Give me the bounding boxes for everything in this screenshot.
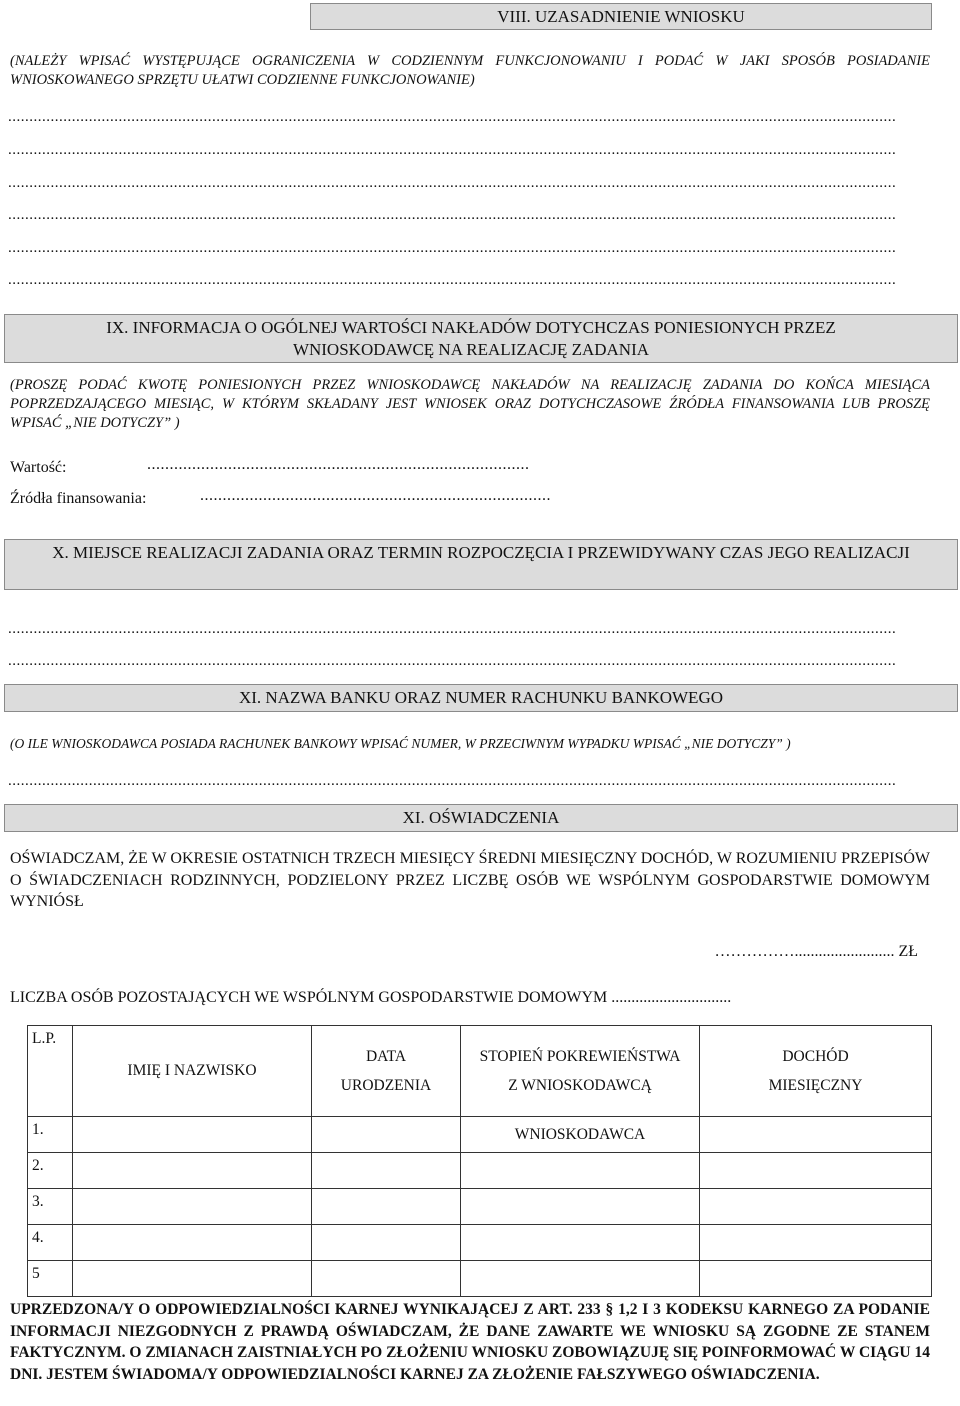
section-11-title: XI. NAZWA BANKU ORAZ NUMER RACHUNKU BANKOWEGO (238, 688, 723, 707)
location-line-1[interactable]: ................................................................................................................................................................................................................. (8, 622, 897, 636)
location-line-2[interactable]: ................................................................................................................................................................................................................. (8, 654, 897, 668)
household-count-row (10, 987, 731, 1008)
row-birth-cell[interactable] (312, 1153, 461, 1189)
row-income-cell[interactable] (700, 1153, 932, 1189)
table-row (28, 1117, 932, 1153)
section-9-instruction: (PROSZĘ PODAĆ KWOTĘ PONIESIONYCH PRZEZ WNIOSKODAWCĘ NAKŁADÓW NA REALIZACJĘ ZADANIA DO KOŃCA MIESIĄCA POPRZEDZAJĄCEGO MIESIĄC, W KTÓRYM SKŁADANY JEST WNIOSEK ORAZ DOTYCHCZASOWE ŹRÓDŁA FINANSOWANIA LUB PROSZĘ WPISAĆ „NIE DOTYCZY” ) (10, 377, 930, 431)
section-8-instruction: (NALEŻY WPISAĆ WYSTĘPUJĄCE OGRANICZENIA W CODZIENNYM FUNKCJONOWANIU I PODAĆ W JAKI SPOSÓB POSIADANIE WNIOSKOWANEGO SPRZĘTU UŁATWI CODZIENNE FUNKCJONOWANIE) (10, 53, 930, 88)
section-9-header (4, 314, 958, 363)
row-lp: 5 (28, 1261, 73, 1297)
row-lp: 4. (28, 1225, 73, 1261)
answer-line-6[interactable]: ................................................................................................................................................................................................................. (8, 273, 897, 287)
answer-line-1[interactable]: ................................................................................................................................................................................................................. (8, 110, 897, 124)
household-count-field[interactable]: .............................. (611, 989, 732, 1006)
header-name: IMIĘ I NAZWISKO (73, 1026, 312, 1117)
header-date-line-2: URODZENIA (340, 1077, 432, 1094)
row-name-cell[interactable] (73, 1261, 312, 1297)
table-row (28, 1189, 932, 1225)
header-birth-date (312, 1026, 461, 1117)
section-12-title: XI. OŚWIADCZENIA (402, 808, 560, 827)
section-10-header (4, 539, 958, 590)
header-inc-line-1: DOCHÓD (782, 1048, 849, 1065)
answer-line-3[interactable]: ................................................................................................................................................................................................................. (8, 176, 897, 190)
funding-source-field[interactable]: .............................................................................. (200, 487, 551, 504)
row-birth-cell[interactable] (312, 1225, 461, 1261)
table-row (28, 1153, 932, 1189)
section-8-header (310, 3, 932, 30)
row-name-cell[interactable] (73, 1189, 312, 1225)
value-field[interactable]: ..................................................................................... (147, 456, 530, 473)
row-relationship-cell[interactable]: WNIOSKODAWCA (461, 1117, 700, 1153)
income-statement: OŚWIADCZAM, ŻE W OKRESIE OSTATNICH TRZECH MIESIĘCY ŚREDNI MIESIĘCZNY DOCHÓD, W ROZUMIENIU PRZEPISÓW O ŚWIADCZENIACH RODZINNYCH, PODZIELONY PRZEZ LICZBĘ OSÓB WE WSPÓLNYM GOSPODARSTWIE DOMOWYM WYNIÓSŁ (10, 850, 930, 910)
row-relationship-cell[interactable] (461, 1225, 700, 1261)
answer-line-2[interactable]: ................................................................................................................................................................................................................. (8, 143, 897, 157)
row-name-cell[interactable] (73, 1225, 312, 1261)
bank-account-line[interactable]: ................................................................................................................................................................................................................. (8, 774, 897, 788)
row-relationship-cell[interactable] (461, 1261, 700, 1297)
row-name-cell[interactable] (73, 1153, 312, 1189)
household-members-table (27, 1025, 932, 1297)
value-label: Wartość: (10, 459, 67, 476)
row-name-cell[interactable] (73, 1117, 312, 1153)
header-lp: L.P. (28, 1026, 73, 1117)
row-birth-cell[interactable] (312, 1261, 461, 1297)
section-11-header (4, 684, 958, 712)
section-9-title: IX. INFORMACJA O OGÓLNEJ WARTOŚCI NAKŁADÓW DOTYCHCZAS PONIESIONYCH PRZEZ WNIOSKODAWCĘ NA REALIZACJĘ ZADANIA (106, 318, 836, 359)
row-income-cell[interactable] (700, 1117, 932, 1153)
section-11-instruction: (O ILE WNIOSKODAWCA POSIADA RACHUNEK BANKOWY WPISAĆ NUMER, W PRZECIWNYM WYPADKU WPISAĆ „NIE DOTYCZY” ) (10, 736, 791, 751)
answer-line-4[interactable]: ................................................................................................................................................................................................................. (8, 208, 897, 222)
header-rel-line-1: STOPIEŃ POKREWIEŃSTWA (479, 1048, 681, 1065)
row-income-cell[interactable] (700, 1261, 932, 1297)
header-income (700, 1026, 932, 1117)
table-row (28, 1225, 932, 1261)
section-8-title: VIII. UZASADNIENIE WNIOSKU (497, 7, 745, 26)
row-birth-cell[interactable] (312, 1117, 461, 1153)
header-inc-line-2: MIESIĘCZNY (768, 1077, 863, 1094)
section-12-header (4, 804, 958, 832)
household-count-label: LICZBA OSÓB POZOSTAJĄCYCH WE WSPÓLNYM GOSPODARSTWIE DOMOWYM (10, 989, 608, 1006)
row-birth-cell[interactable] (312, 1189, 461, 1225)
row-lp: 1. (28, 1117, 73, 1153)
row-income-cell[interactable] (700, 1225, 932, 1261)
header-relationship (461, 1026, 700, 1117)
row-lp: 2. (28, 1153, 73, 1189)
table-row (28, 1261, 932, 1297)
row-lp: 3. (28, 1189, 73, 1225)
answer-line-5[interactable]: ................................................................................................................................................................................................................. (8, 241, 897, 255)
funding-source-label: Źródła finansowania: (10, 490, 147, 507)
table-header-row (28, 1026, 932, 1117)
liability-warning: UPRZEDZONA/Y O ODPOWIEDZIALNOŚCI KARNEJ WYNIKAJĄCEJ Z ART. 233 § 1,2 I 3 KODEKSU KARNEGO ZA PODANIE INFORMACJI NIEZGODNYCH Z PRAWDĄ OŚWIADCZAM, ŻE DANE ZAWARTE WE WNIOSKU SĄ ZGODNE ZE STANEM FAKTYCZNYM. O ZMIANACH ZAISTNIAŁYCH PO ZŁOŻENIU WNIOSKU ZOBOWIĄZUJĘ SIĘ POINFORMOWAĆ W CIĄGU 14 DNI. JESTEM ŚWIADOMA/Y ODPOWIEDZIALNOŚCI KARNEJ ZA ZŁOŻENIE FAŁSZYWEGO OŚWIADCZENIA. (10, 1301, 930, 1383)
section-10-title: X. MIEJSCE REALIZACJI ZADANIA ORAZ TERMIN ROZPOCZĘCIA I PRZEWIDYWANY CZAS JEGO REALIZACJI (52, 543, 910, 562)
row-income-cell[interactable] (700, 1189, 932, 1225)
income-amount-field[interactable]: ……………......................... ZŁ (714, 943, 918, 960)
row-relationship-cell[interactable] (461, 1153, 700, 1189)
header-rel-line-2: Z WNIOSKODAWCĄ (508, 1077, 652, 1094)
header-date-line-1: DATA (365, 1048, 407, 1065)
row-relationship-cell[interactable] (461, 1189, 700, 1225)
